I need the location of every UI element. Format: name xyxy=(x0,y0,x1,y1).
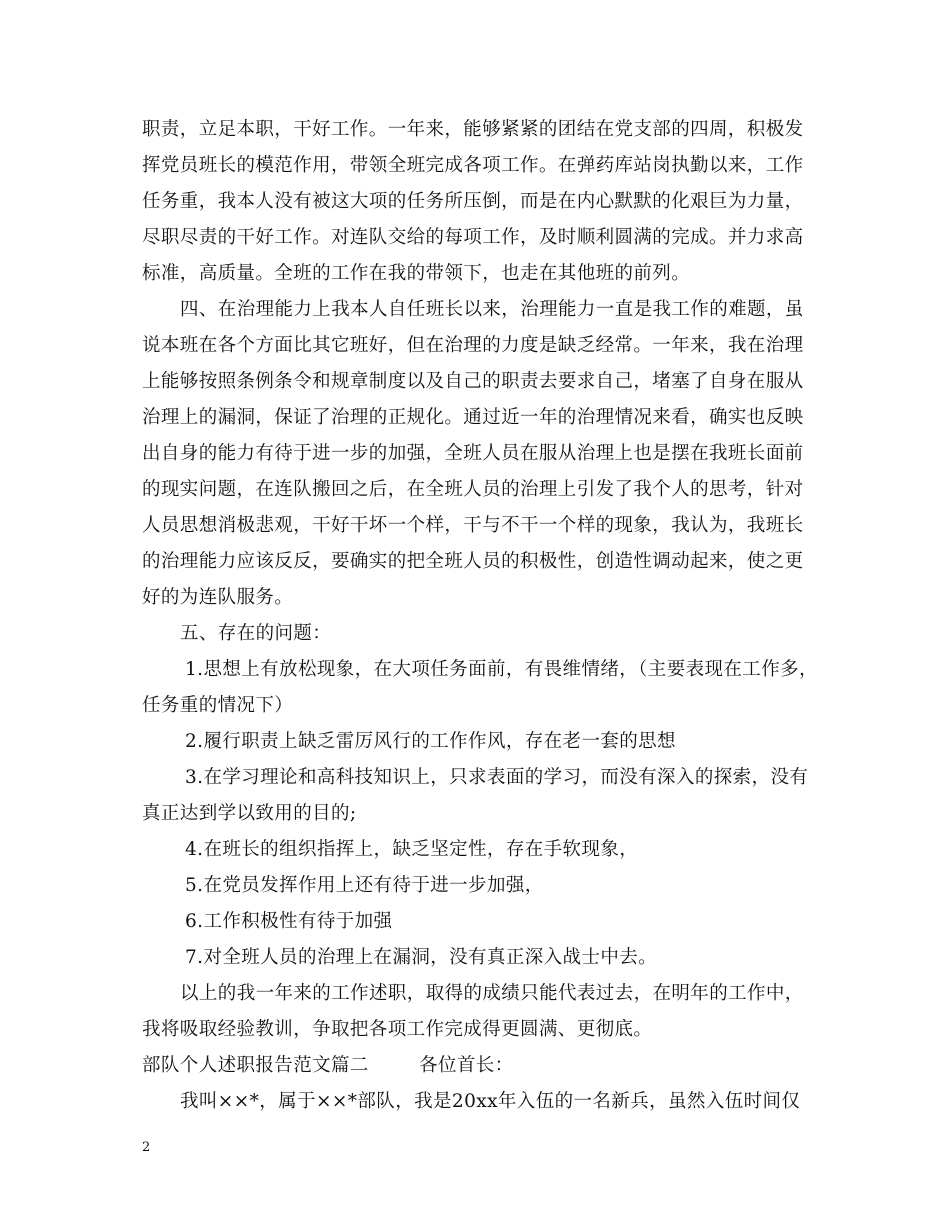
list-item: 2.履行职责上缺乏雷厉风行的工作作风，存在老一套的思想 xyxy=(185,731,676,752)
text-line: 挥党员班长的模范作用，带领全班完成各项工作。在弹药库站岗执勤以来，工作 xyxy=(142,155,804,176)
text-line: 我将吸取经验教训，争取把各项工作完成得更圆满、更彻底。 xyxy=(142,1019,653,1040)
list-item: 1.思想上有放松现象，在大项任务面前，有畏维情绪，（主要表现在工作多， xyxy=(185,659,818,680)
text-line: 人员思想消极悲观，干好干坏一个样，干与不干一个样的现象，我认为，我班长 xyxy=(142,515,804,536)
list-item: 7.对全班人员的治理上在漏洞，没有真正深入战士中去。 xyxy=(185,947,658,968)
text-line: 以上的我一年来的工作述职，取得的成绩只能代表过去，在明年的工作中， xyxy=(180,983,804,1004)
list-item: 4.在班长的组织指挥上，缺乏坚定性，存在手软现象， xyxy=(185,839,639,860)
text-line: 任务重，我本人没有被这大项的任务所压倒，而是在内心默默的化艰巨为力量， xyxy=(142,191,804,212)
text-line: 四、在治理能力上我本人自任班长以来，治理能力一直是我工作的难题，虽 xyxy=(180,299,804,320)
text-line: 职责，立足本职，干好工作。一年来，能够紧紧的团结在党支部的四周，积极发 xyxy=(142,119,804,140)
article-title: 部队个人述职报告范文篇二 各位首长： xyxy=(142,1055,514,1076)
text-line: 真正达到学以致用的目的; xyxy=(142,803,357,824)
text-line: 好的为连队服务。 xyxy=(142,587,294,608)
text-line: 出自身的能力有待于进一步的加强，全班人员在服从治理上也是摆在我班长面前 xyxy=(142,443,804,464)
text-line: 尽职尽责的干好工作。对连队交给的每项工作，及时顺利圆满的完成。并力求高 xyxy=(142,227,804,248)
text-line: 的治理能力应该反反，要确实的把全班人员的积极性，创造性调动起来，使之更 xyxy=(142,551,804,572)
section-heading: 五、存在的问题： xyxy=(180,623,332,644)
page-number: 2 xyxy=(142,1140,151,1155)
text-line: 治理上的漏洞，保证了治理的正规化。通过近一年的治理情况来看，确实也反映 xyxy=(142,407,804,428)
text-line: 我叫××*，属于××*部队，我是20xx年入伍的一名新兵，虽然入伍时间仅 xyxy=(180,1091,801,1112)
text-line: 标准，高质量。全班的工作在我的带领下，也走在其他班的前列。 xyxy=(142,263,691,284)
text-line: 说本班在各个方面比其它班好，但在治理的力度是缺乏经常。一年来，我在治理 xyxy=(142,335,804,356)
list-item: 6.工作积极性有待于加强 xyxy=(185,911,393,932)
text-line: 上能够按照条例条令和规章制度以及自己的职责去要求自己，堵塞了自身在服从 xyxy=(142,371,804,392)
text-line: 任务重的情况下） xyxy=(142,695,294,716)
list-item: 5.在党员发挥作用上还有待于进一步加强， xyxy=(185,875,544,896)
list-item: 3.在学习理论和高科技知识上，只求表面的学习，而没有深入的探索，没有 xyxy=(185,767,809,788)
text-line: 的现实问题，在连队搬回之后，在全班人员的治理上引发了我个人的思考，针对 xyxy=(142,479,804,500)
